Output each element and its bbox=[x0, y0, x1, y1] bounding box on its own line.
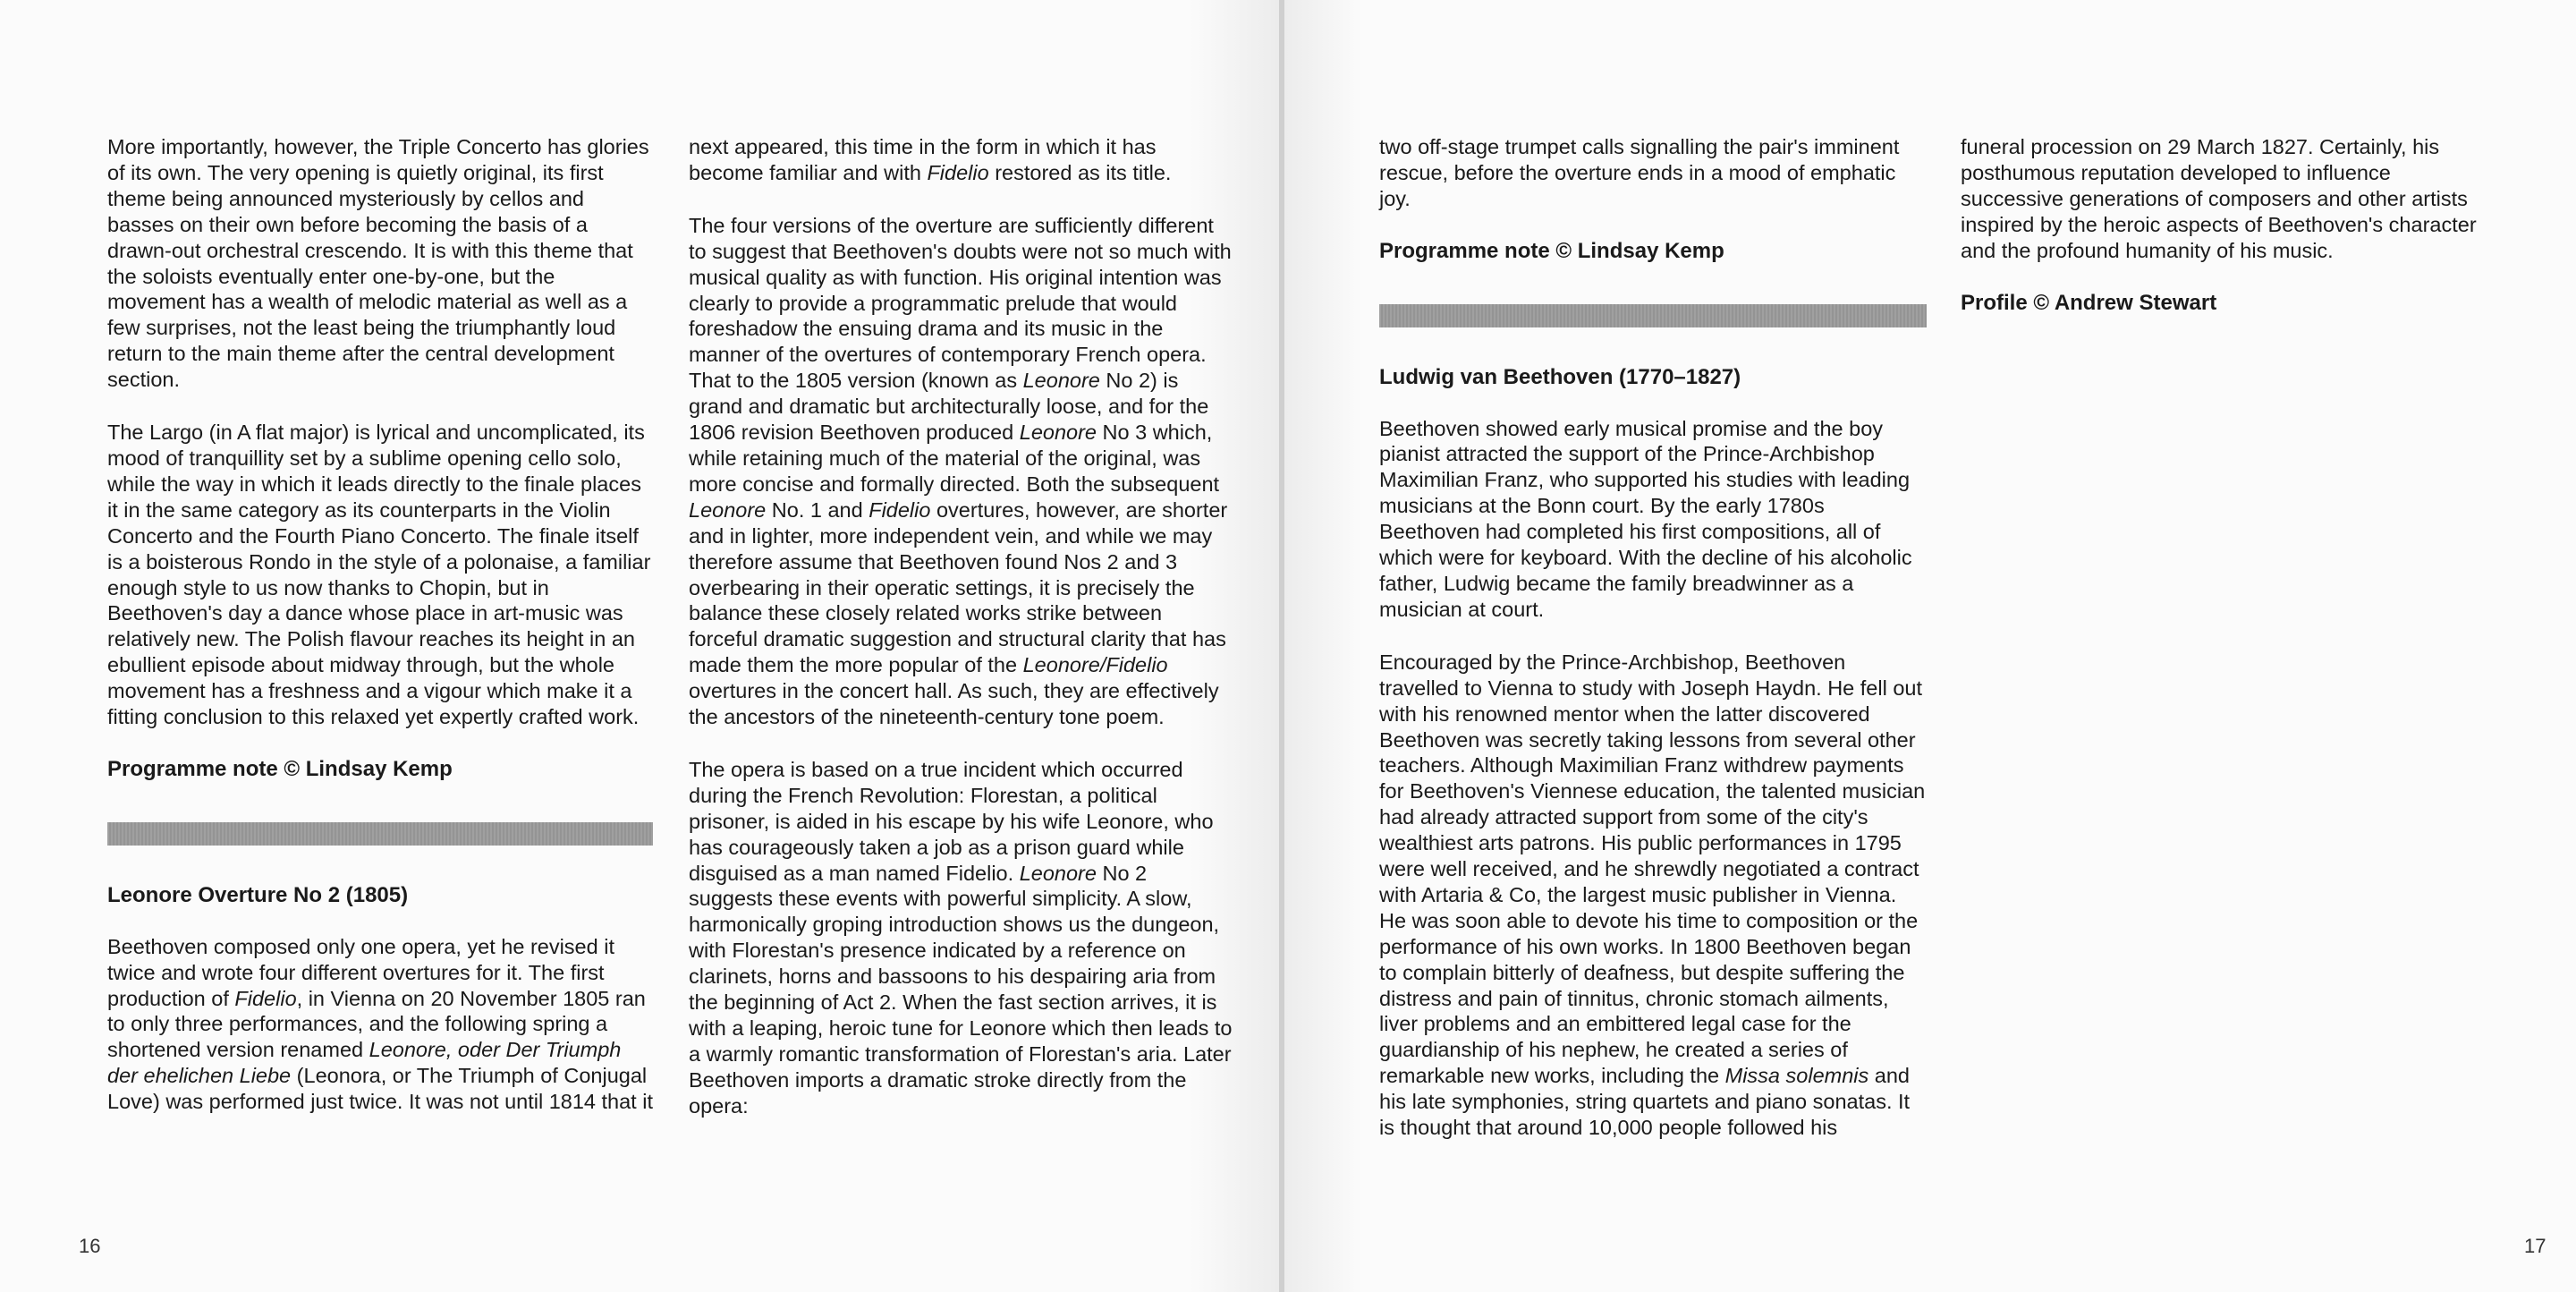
programme-note-credit: Programme note © Lindsay Kemp bbox=[107, 756, 453, 781]
right-page-column-2 bbox=[1961, 134, 2497, 341]
beethoven-legacy-paragraph: funeral procession on 29 March 1827. Certainly, his posthumous reputation developed to influence successive generations of composers and other artists inspired by the heroic aspects of Beethoven's character and the profound humanity of his music. bbox=[1961, 135, 2477, 262]
profile-credit: Profile © Andrew Stewart bbox=[1961, 290, 2217, 315]
right-page bbox=[1284, 0, 2576, 1292]
leonore-paragraph-continued: next appeared, this time in the form in which it has become familiar and with Fidelio restored as its title. bbox=[689, 135, 1172, 184]
overture-ending-paragraph: two off-stage trumpet calls signalling the pair's imminent rescue, before the overture ends in a mood of emphatic joy. bbox=[1379, 135, 1900, 210]
largo-paragraph: The Largo (in A flat major) is lyrical and uncomplicated, its mood of tranquillity set by a sublime opening cello solo, while the way in which it leads directly to the finale places it in the same category as its counterparts in the Violin Concerto and the Fourth Piano Concerto. The finale itself is a boisterous Rondo in the style of a polonaise, a familiar enough style to us now thanks to Chopin, but in Beethoven's day a dance whose place in art-music was relatively new. The Polish flavour reaches its height in an ebullient episode about midway through, but the whole movement has a freshness and a vigour which make it a fitting conclusion to this relaxed yet expertly crafted work. bbox=[107, 421, 651, 729]
triple-concerto-paragraph-1: More importantly, however, the Triple Concerto has glories of its own. The very opening is quietly original, its first theme being announced mysteriously by cellos and basses on their own before becoming the basis of a drawn-out orchestral crescendo. It is with this theme that the soloists eventually enter one-by-one, but the movement has a wealth of melodic material as well as a few surprises, not the least being the triumphantly loud return to the main theme after the central development section. bbox=[107, 135, 649, 392]
section-heading-leonore: Leonore Overture No 2 (1805) bbox=[107, 882, 409, 907]
beethoven-vienna-paragraph: Encouraged by the Prince-Archbishop, Beethoven travelled to Vienna to study with Joseph Haydn. He fell out with his renowned mentor when the latter discovered Beethoven was secretly taking lessons from several other teachers. Although Maximilian Franz withdrew payments for Beethoven's Viennese education, the talented musician had already attracted support from some of the city's wealthiest arts patrons. His public performances in 1795 were well received, and he shrewdly negotiated a contract with Artaria & Co, the largest music publisher in Vienna. He was soon able to devote his time to composition or the performance of his own works. In 1800 Beethoven began to complain bitterly of deafness, but despite suffering the distress and pain of tinnitus, chronic stomach ailments, liver problems and an embittered legal case for the guardianship of his nephew, he created a series of remarkable new works, including the Missa solemnis and his late symphonies, string quartets and piano sonatas. It is thought that around 10,000 people followed his bbox=[1379, 650, 1926, 1140]
leonore-paragraph-1: Beethoven composed only one opera, yet he revised it twice and wrote four different overtures for it. The first production of Fidelio, in Vienna on 20 November 1805 ran to only three performances, and the following spring a shortened version renamed Leonore, oder Der Triumph der ehelichen Liebe (Leonora, or The Triumph of Conjugal Love) was performed just twice. It was not until 1814 that it bbox=[107, 934, 653, 1114]
left-page bbox=[0, 0, 1280, 1292]
section-heading-beethoven: Ludwig van Beethoven (1770–1827) bbox=[1379, 364, 1741, 389]
page-number-right: 17 bbox=[2524, 1235, 2546, 1257]
left-page-column-1 bbox=[107, 134, 653, 1142]
page-number-left: 16 bbox=[79, 1235, 101, 1257]
overture-versions-paragraph: The four versions of the overture are sufficiently different to suggest that Beethoven's doubts were not so much with musical quality as with function. His original intention was clearly to provide a programmatic prelude that would foreshadow the ensuing drama and its music in the manner of the overtures of contemporary French opera. That to the 1805 version (known as Leonore No 2) is grand and dramatic but architecturally loose, and for the 1806 revision Beethoven produced Leonore No 3 which, while retaining much of the material of the original, was more concise and formally directed. Both the subsequent Leonore No. 1 and Fidelio overtures, however, are shorter and in lighter, more independent vein, and while we may therefore assume that Beethoven found Nos 2 and 3 overbearing in their operatic settings, it is precisely the balance these closely related works strike between forceful dramatic suggestion and structural clarity that has made them the more popular of the Leonore/Fidelio overtures in the concert hall. As such, they are effectively the ancestors of the nineteenth-century tone poem. bbox=[689, 213, 1232, 729]
section-divider-bar bbox=[107, 822, 653, 846]
right-page-column-1 bbox=[1379, 134, 1927, 1168]
left-page-column-2 bbox=[689, 134, 1234, 1146]
programme-note-credit-2: Programme note © Lindsay Kemp bbox=[1379, 238, 1724, 263]
beethoven-early-life-paragraph: Beethoven showed early musical promise and the boy pianist attracted the support of the Prince-Archbishop Maximilian Franz, who supported his studies with leading musicians at the Bonn court. By the early 1780s Beethoven had completed his first compositions, all of which were for keyboard. With the decline of his alcoholic father, Ludwig became the family breadwinner as a musician at court. bbox=[1379, 416, 1912, 621]
section-divider-bar-2 bbox=[1379, 304, 1927, 327]
opera-plot-paragraph: The opera is based on a true incident which occurred during the French Revolution: Florestan, a political prisoner, is aided in his escape by his wife Leonore, who has courageously taken a job as a prison guard while disguised as a man named Fidelio. Leonore No 2 suggests these events with powerful simplicity. A slow, harmonically groping introduction shows us the dungeon, with Florestan's presence indicated by a reference on clarinets, horns and bassoons to his despairing aria from the beginning of Act 2. When the fast section arrives, it is with a leaping, heroic tune for Leonore which then leads to a warmly romantic transformation of Florestan's aria. Later Beethoven imports a dramatic stroke directly from the opera: bbox=[689, 757, 1233, 1118]
